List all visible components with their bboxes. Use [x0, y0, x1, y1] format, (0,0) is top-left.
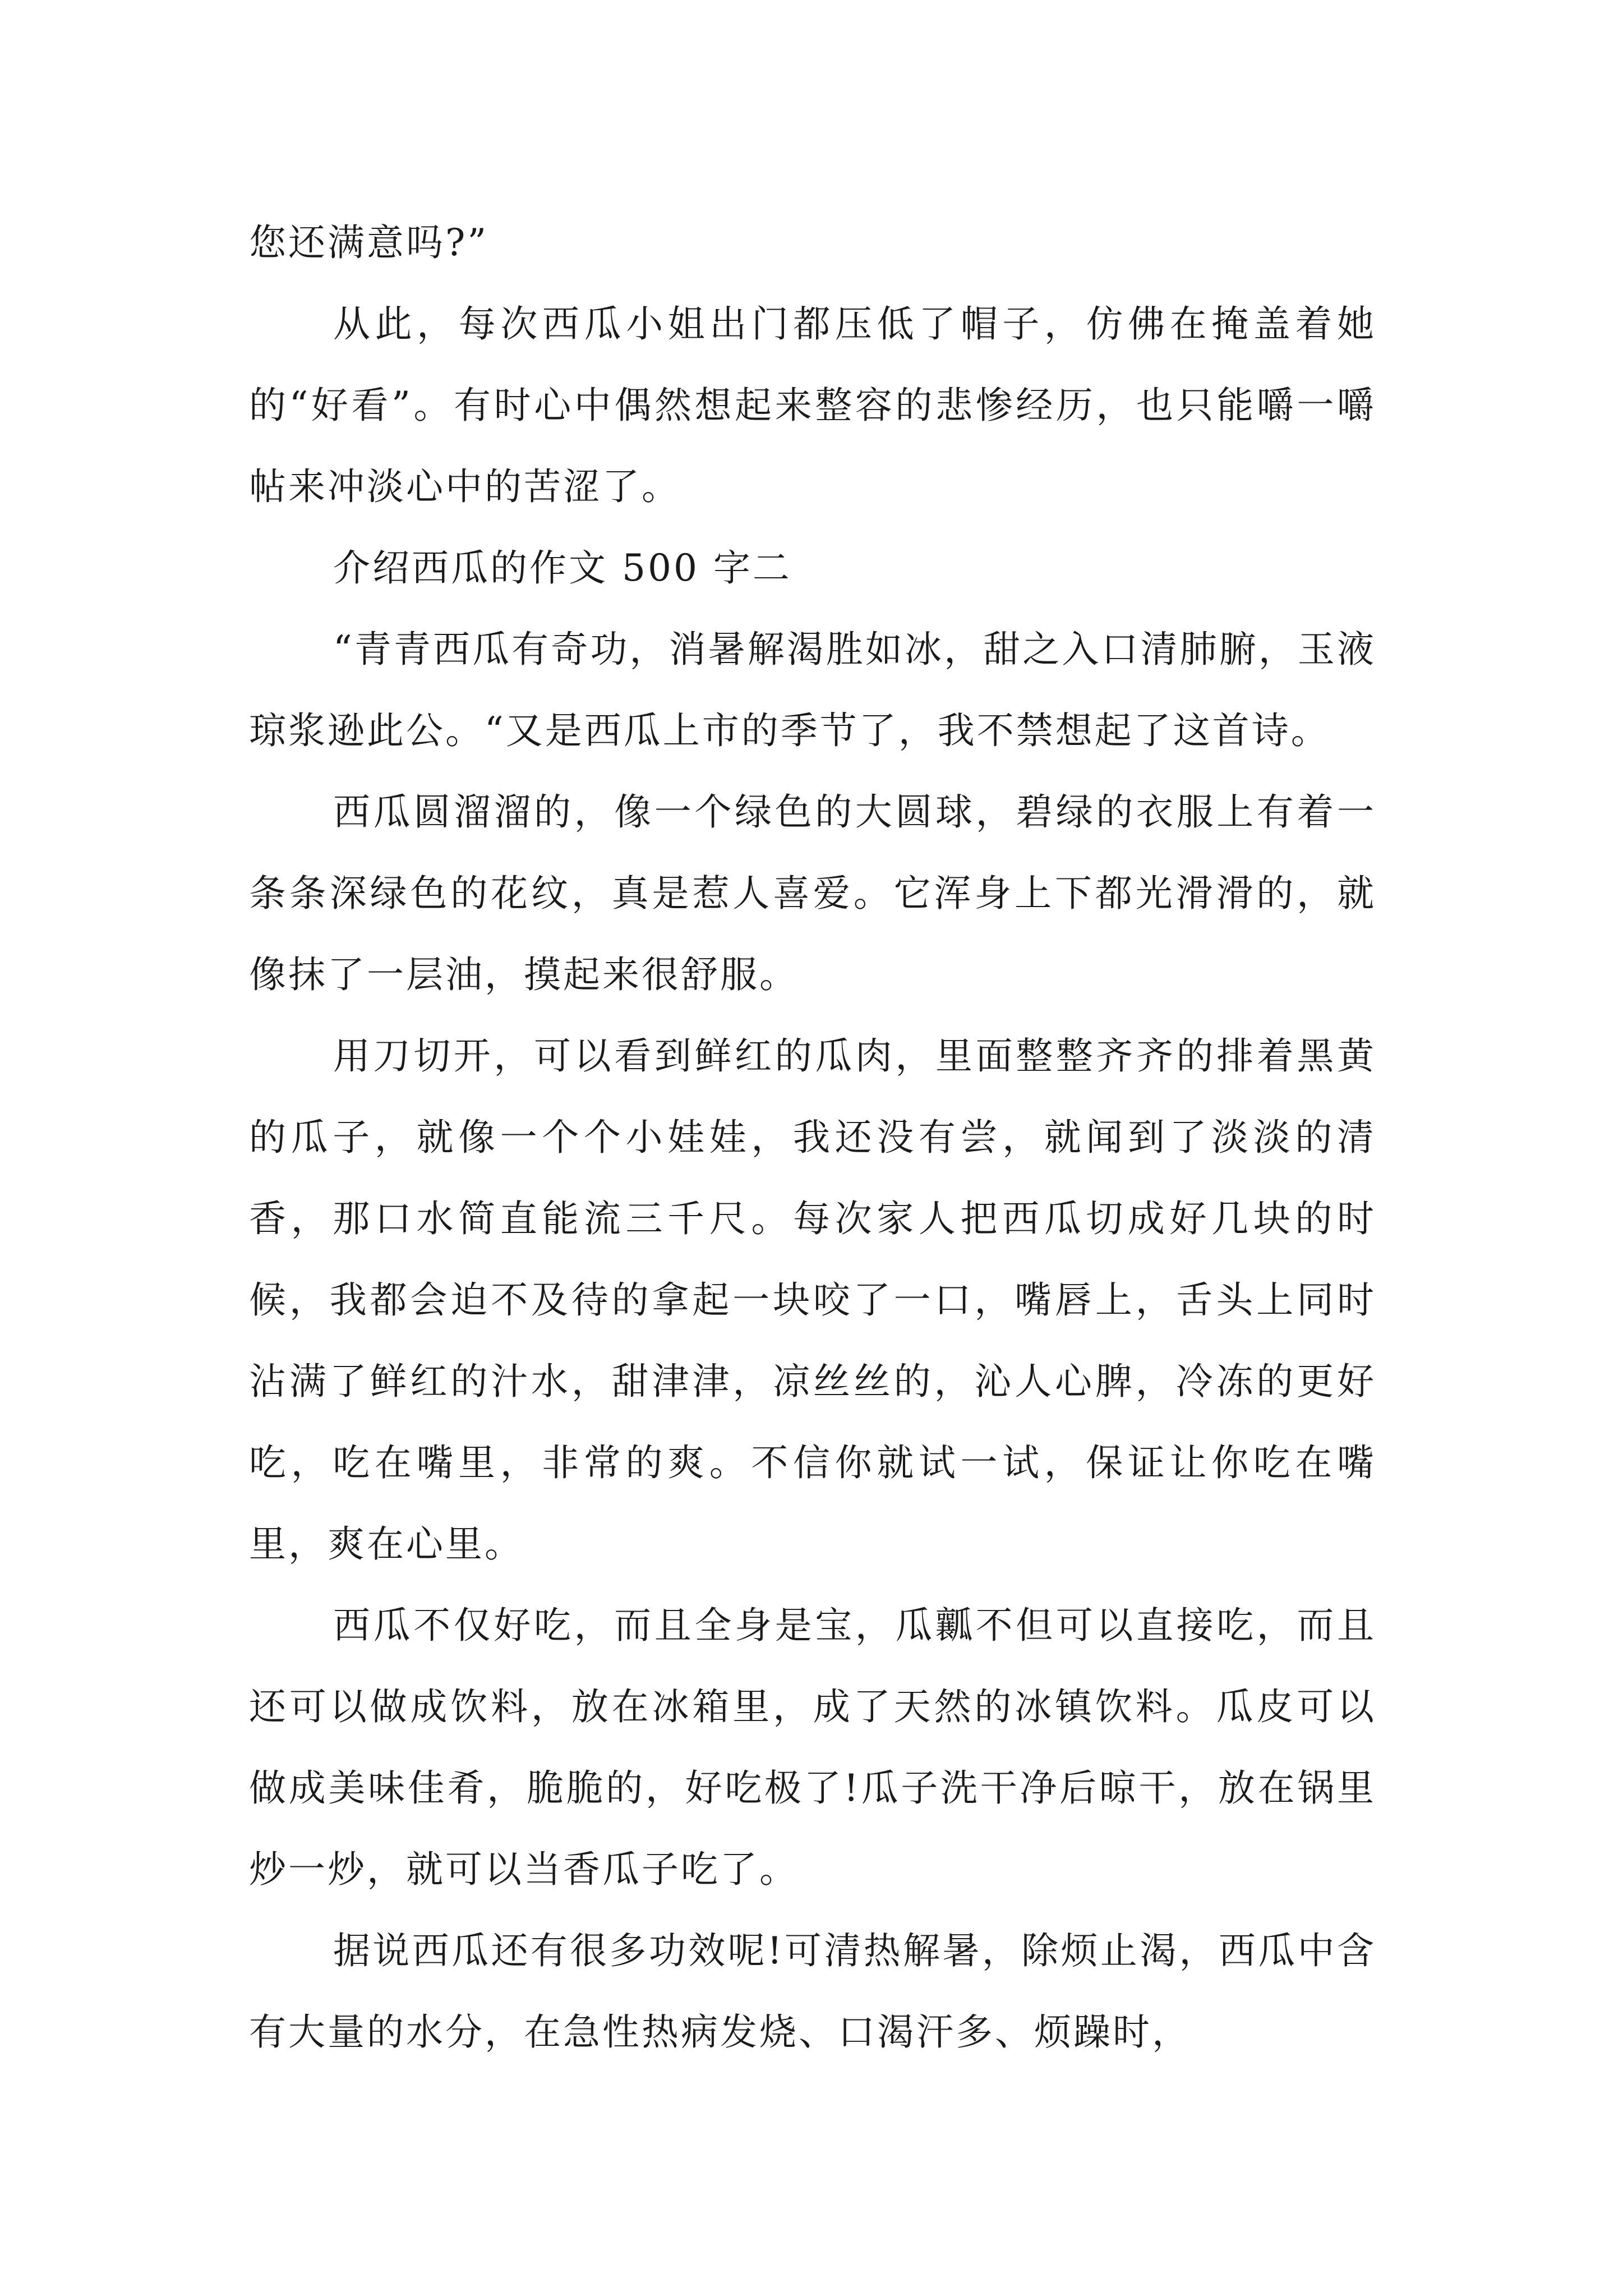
paragraph: 据说西瓜还有很多功效呢!可清热解暑，除烦止渴，西瓜中含有大量的水分，在急性热病发烧、口渴汗多、烦躁时， [249, 1929, 1376, 2054]
document-body [249, 202, 1376, 2073]
section-heading: 介绍西瓜的作文 500 字二 [333, 546, 792, 590]
paragraph: 西瓜圆溜溜的，像一个绿色的大圆球，碧绿的衣服上有着一条条深绿色的花纹，真是惹人喜爱。它浑身上下都光滑滑的，就像抹了一层油，摸起来很舒服。 [249, 790, 1376, 996]
paragraph: “青青西瓜有奇功，消暑解渴胜如冰，甜之入口清肺腑，玉液琼浆逊此公。“又是西瓜上市的季节了，我不禁想起了这首诗。 [249, 628, 1376, 752]
paragraph: 从此，每次西瓜小姐出门都压低了帽子，仿佛在掩盖着她的“好看”。有时心中偶然想起来整容的悲惨经历，也只能嚼一嚼帖来冲淡心中的苦涩了。 [249, 302, 1376, 508]
paragraph-continuation: 您还满意吗?” [249, 221, 489, 264]
paragraph: 西瓜不仅好吃，而且全身是宝，瓜瓤不但可以直接吃，而且还可以做成饮料，放在冰箱里，成了天然的冰镇饮料。瓜皮可以做成美味佳肴，脆脆的，好吃极了!瓜子洗干净后晾干，放在锅里炒一炒，就可以当香瓜子吃了。 [249, 1604, 1376, 1891]
paragraph: 用刀切开，可以看到鲜红的瓜肉，里面整整齐齐的排着黑黄的瓜子，就像一个个小娃娃，我还没有尝，就闻到了淡淡的清香，那口水简直能流三千尺。每次家人把西瓜切成好几块的时候，我都会迫不及待的拿起一块咬了一口，嘴唇上，舌头上同时沾满了鲜红的汁水，甜津津，凉丝丝的，沁人心脾，冷冻的更好吃，吃在嘴里，非常的爽。不信你就试一试，保证让你吃在嘴里，爽在心里。 [249, 1034, 1376, 1566]
